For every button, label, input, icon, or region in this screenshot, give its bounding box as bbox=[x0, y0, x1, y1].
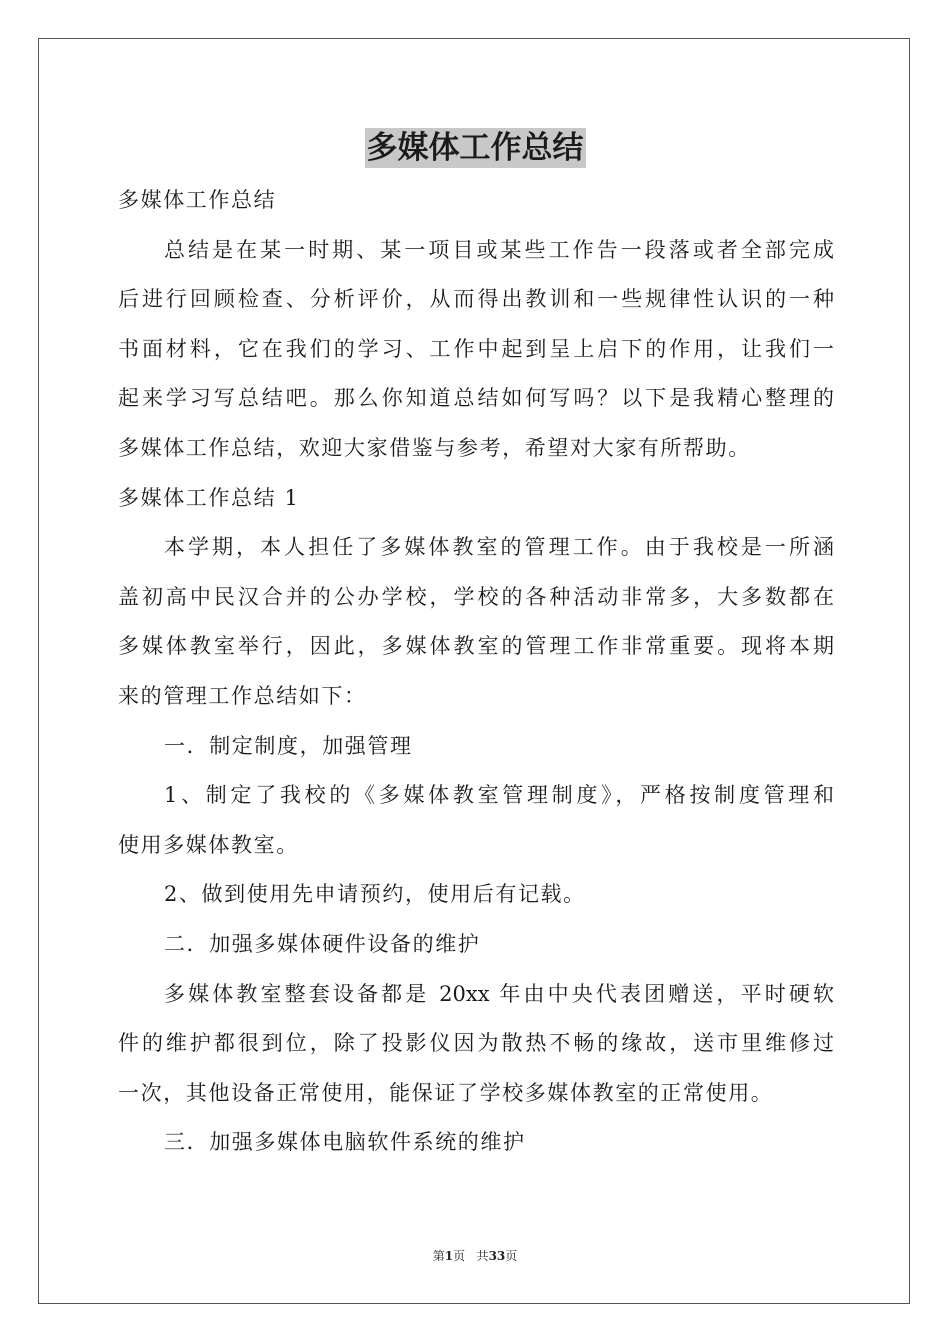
document-body bbox=[118, 176, 834, 1168]
paragraph-line: 本学期，本人担任了多媒体教室的管理工作。由于我校是一所涵 bbox=[164, 535, 834, 560]
paragraph-line: 总结是在某一时期、某一项目或某些工作告一段落或者全部完成 bbox=[164, 237, 834, 262]
paragraph-line: 多媒体教室举行，因此，多媒体教室的管理工作非常重要。现将本期 bbox=[118, 634, 834, 659]
paragraph-line: 三．加强多媒体电脑软件系统的维护 bbox=[164, 1130, 526, 1155]
paragraph-line: 一次，其他设备正常使用，能保证了学校多媒体教室的正常使用。 bbox=[118, 1080, 774, 1105]
paragraph-line: 2、做到使用先申请预约，使用后有记载。 bbox=[164, 882, 586, 907]
page-prefix: 第 bbox=[432, 1249, 445, 1263]
paragraph-line: 后进行回顾检查、分析评价，从而得出教训和一些规律性认识的一种 bbox=[118, 287, 834, 312]
paragraph-line: 1、制定了我校的《多媒体教室管理制度》，严格按制度管理和 bbox=[164, 783, 834, 808]
paragraph-line: 多媒体工作总结 1 bbox=[118, 485, 300, 510]
page-footer bbox=[0, 1247, 950, 1265]
total-prefix: 共 bbox=[476, 1249, 489, 1263]
page-suffix: 页 bbox=[453, 1249, 466, 1263]
paragraph-line: 使用多媒体教室。 bbox=[118, 832, 299, 857]
paragraph-line: 一．制定制度，加强管理 bbox=[164, 733, 413, 758]
title-container bbox=[0, 128, 950, 168]
paragraph-line: 来的管理工作总结如下： bbox=[118, 683, 367, 708]
paragraph-line: 件的维护都很到位，除了投影仪因为散热不畅的缘故，送市里维修过 bbox=[118, 1031, 834, 1056]
document-title: 多媒体工作总结 bbox=[366, 130, 584, 166]
paragraph-line: 起来学习写总结吧。那么你知道总结如何写吗？以下是我精心整理的 bbox=[118, 386, 834, 411]
paragraph-line: 盖初高中民汉合并的公办学校，学校的各种活动非常多，大多数都在 bbox=[118, 584, 834, 609]
paragraph-line: 多媒体工作总结 bbox=[118, 188, 277, 212]
total-suffix: 页 bbox=[505, 1249, 518, 1263]
paragraph-line: 二．加强多媒体硬件设备的维护 bbox=[164, 931, 481, 956]
paragraph-line: 书面材料，它在我们的学习、工作中起到呈上启下的作用，让我们一 bbox=[118, 336, 834, 361]
page-current: 1 bbox=[444, 1249, 454, 1263]
paragraph-line: 多媒体教室整套设备都是 20xx 年由中央代表团赠送，平时硬软 bbox=[164, 981, 834, 1006]
page-total: 33 bbox=[488, 1249, 506, 1263]
paragraph-line: 多媒体工作总结，欢迎大家借鉴与参考，希望对大家有所帮助。 bbox=[118, 435, 751, 460]
